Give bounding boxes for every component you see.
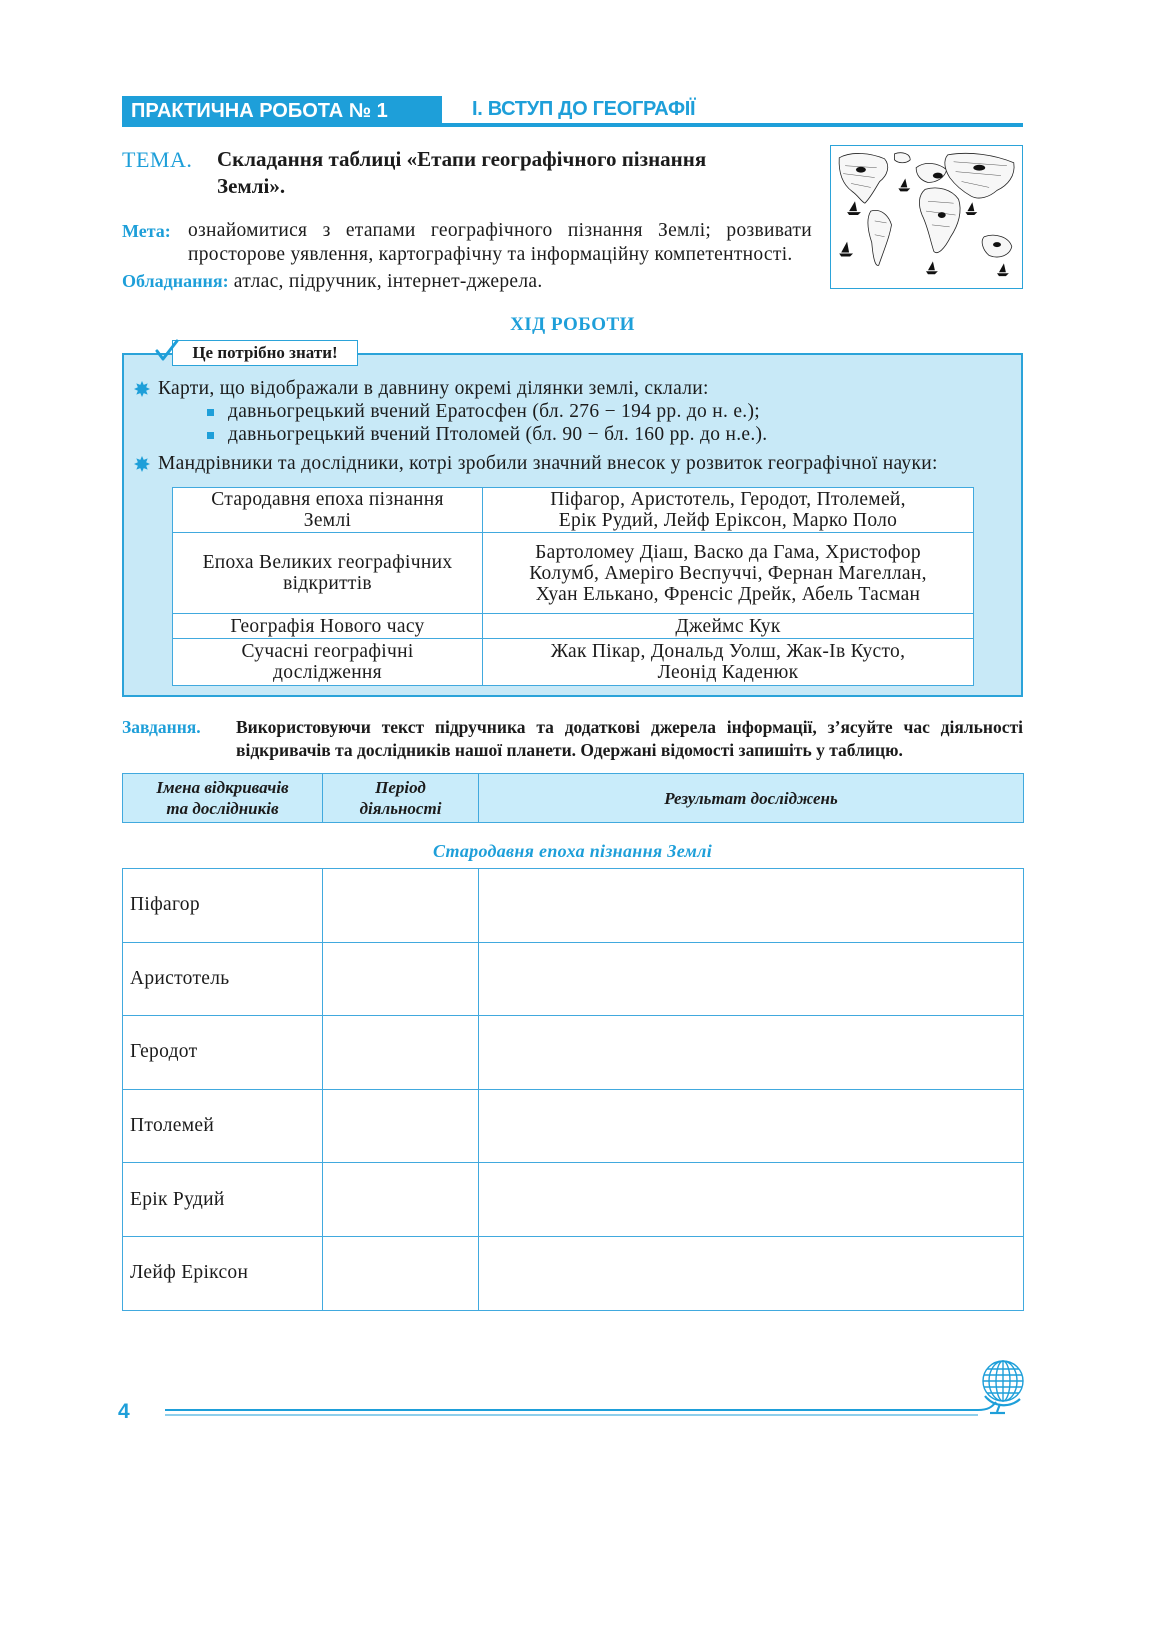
explorer-name-cell: Геродот (123, 1016, 323, 1090)
explorers-table (172, 487, 974, 686)
square-bullet-icon (207, 409, 214, 416)
era-line: Географія Нового часу (230, 615, 425, 637)
era-cell (173, 639, 483, 686)
era-line: Землі (303, 510, 352, 531)
world-map-illustration (830, 145, 1023, 289)
explorer-name-cell: Лейф Еріксон (123, 1236, 323, 1310)
knowledge-sub-item: давньогрецький вчений Ератосфен (бл. 276 − 194 рр. до н. е.); (228, 401, 760, 422)
table-row (173, 614, 974, 639)
era-cell (173, 614, 483, 639)
era-cell (173, 488, 483, 533)
explorer-name-cell: Ерік Рудий (123, 1163, 323, 1237)
period-cell (323, 869, 479, 943)
explorers-line: Хуан Елькано, Френсіс Дрейк, Абель Тасман (535, 583, 921, 605)
task-text-line: відкривачів та дослідників нашої планети. Одержані відомості запишіть у таблицю. (236, 740, 903, 760)
equipment-label: Обладнання: (122, 271, 229, 291)
knowledge-tag: Це потрібно знати! (172, 340, 358, 366)
table-row (123, 869, 1024, 943)
result-cell (479, 1016, 1024, 1090)
table-row (123, 1016, 1024, 1090)
table-row (123, 1163, 1024, 1237)
header-line: Імена відкривачів (156, 778, 289, 797)
era-line: дослідження (273, 662, 382, 683)
era-line: Епоха Великих географічних (202, 552, 453, 573)
explorers-cell (483, 533, 974, 614)
footer-rule (165, 1402, 996, 1415)
result-cell (479, 1089, 1024, 1163)
era-line: Стародавня епоха пізнання (211, 489, 444, 510)
goal-text-line: ознайомитися з етапами географічного пізнання Землі; розвивати (188, 220, 812, 241)
header-rule (442, 123, 1023, 127)
explorer-name-cell: Аристотель (123, 942, 323, 1016)
equipment-line (122, 269, 543, 294)
goal-label: Мета: (122, 221, 171, 241)
period-cell (323, 942, 479, 1016)
equipment-text: атлас, підручник, інтернет-джерела. (233, 271, 543, 292)
goal-text (188, 219, 812, 267)
topic-label: ТЕМА. (122, 147, 193, 172)
period-cell (323, 1089, 479, 1163)
checkmark-icon (154, 338, 180, 364)
period-cell (323, 1016, 479, 1090)
practical-work-label: ПРАКТИЧНА РОБОТА № 1 (122, 96, 442, 127)
explorers-line: Леонід Каденюк (657, 662, 799, 683)
bullet-star-icon (134, 456, 150, 472)
task-label: Завдання. (122, 717, 201, 737)
explorer-name-cell: Піфагор (123, 869, 323, 943)
header-cell-results (479, 774, 1024, 823)
result-cell (479, 1163, 1024, 1237)
header-row (123, 774, 1024, 823)
header-cell-period (323, 774, 479, 823)
era-line: Сучасні географічні (241, 641, 414, 662)
section-title: І. ВСТУП ДО ГЕОГРАФІЇ (472, 98, 696, 120)
header-cell-names (123, 774, 323, 823)
header-line: Результат досліджень (664, 788, 838, 808)
explorers-line: Піфагор, Аристотель, Геродот, Птолемей, (550, 489, 906, 510)
explorers-cell (483, 614, 974, 639)
explorers-line: Джеймс Кук (675, 615, 781, 637)
result-cell (479, 869, 1024, 943)
topic-title (217, 146, 706, 200)
period-cell (323, 1163, 479, 1237)
world-map-drawing (831, 146, 1022, 288)
table-row (123, 1089, 1024, 1163)
explorers-line: Жак Пікар, Дональд Уолш, Жак-Ів Кусто, (550, 641, 906, 662)
period-cell (323, 1236, 479, 1310)
answer-table (122, 868, 1024, 1311)
page-number: 4 (118, 1400, 130, 1423)
explorers-line: Ерік Рудий, Лейф Еріксон, Марко Поло (558, 510, 898, 531)
era-line: відкриттів (283, 573, 372, 594)
globe-icon (983, 1361, 1023, 1413)
bullet-star-icon (134, 381, 150, 397)
header-line: та дослідників (166, 799, 279, 818)
header-line: діяльності (359, 799, 442, 818)
explorers-line: Колумб, Амеріго Веспуччі, Фернан Магеллан, (529, 562, 927, 584)
knowledge-bullet-text: Карти, що відображали в давнину окремі ділянки землі, склали: (158, 378, 709, 399)
table-row (123, 1236, 1024, 1310)
explorers-cell (483, 639, 974, 686)
explorer-name-cell: Птолемей (123, 1089, 323, 1163)
explorers-cell (483, 488, 974, 533)
square-bullet-icon (207, 432, 214, 439)
result-cell (479, 942, 1024, 1016)
table-row (173, 639, 974, 686)
task-text-line: Використовуючи текст підручника та додаткові джерела інформації, з’ясуйте час діяльності (236, 717, 1023, 737)
table-row (123, 942, 1024, 1016)
task-text (236, 716, 1023, 762)
answer-table-header (122, 773, 1024, 823)
header-line: Період (375, 778, 426, 797)
era-cell (173, 533, 483, 614)
topic-title-line: Землі». (217, 174, 286, 198)
answer-section-title: Стародавня епоха пізнання Землі (432, 841, 713, 861)
knowledge-sub-item: давньогрецький вчений Птоломей (бл. 90 − бл. 160 рр. до н.е.). (228, 424, 768, 445)
topic-title-line: Складання таблиці «Етапи географічного пізнання (217, 147, 707, 171)
result-cell (479, 1236, 1024, 1310)
goal-text-line: просторове уявлення, картографічну та інформаційну компетентності. (188, 244, 793, 265)
table-row (173, 488, 974, 533)
knowledge-bullet-text: Мандрівники та дослідники, котрі зробили значний внесок у розвиток географічної науки: (158, 453, 938, 474)
footer-rule-with-globe (160, 1350, 1035, 1425)
procedure-title: ХІД РОБОТИ (510, 314, 635, 335)
table-row (173, 533, 974, 614)
explorers-line: Бартоломеу Діаш, Васко да Гама, Христофор (535, 541, 921, 563)
